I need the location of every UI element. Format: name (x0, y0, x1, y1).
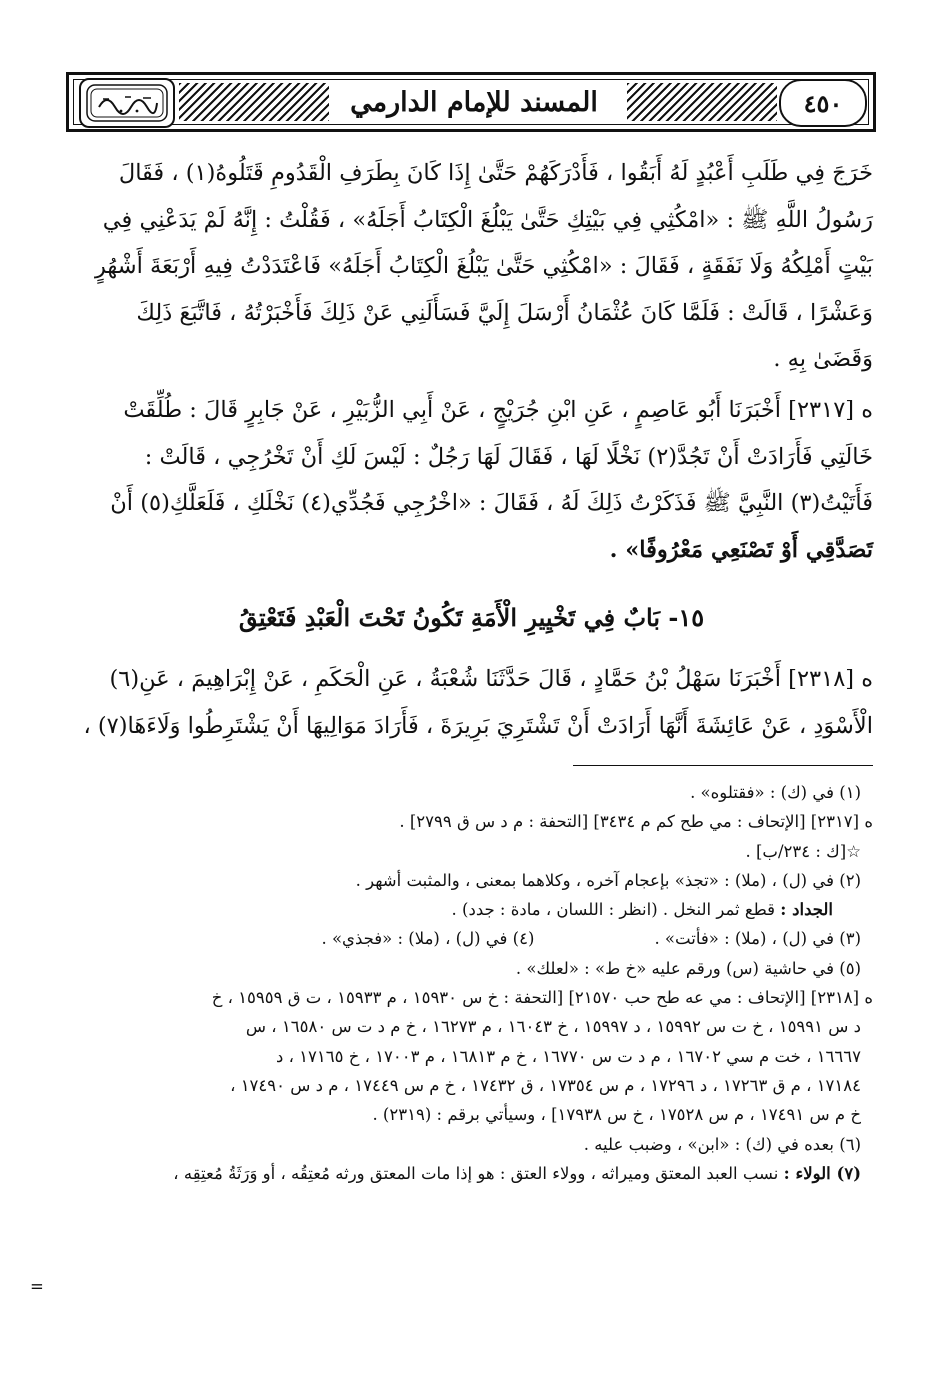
text-line: وَقَضَىٰ بِهِ . (773, 346, 873, 373)
footnote-1: (١) في (ك) : «فقتلوه» . (690, 783, 861, 802)
text-line: ه [٢٣١٧] أَخْبَرَنَا أَبُو عَاصِمٍ ، عَنِ ابْنِ جُرَيْجٍ ، عَنْ أَبِي الزُّبَيْرِ ، عَنْ جَابِرٍ قَالَ : طُلِّقَتْ (123, 396, 873, 423)
footnote-manuscript-ref: ☆[ك : ٢٣٤/ب] . (745, 841, 861, 861)
footnote-2318-line: ١٦٦٦٧ ، خت م سي ١٦٧٠٢ ، م د ت س ١٦٧٧٠ ، خ م ١٦٨١٣ ، م ١٧٠٠٣ ، خ ١٧١٦٥ ، د (275, 1046, 861, 1066)
text-line: خَرَجَ فِي طَلَبِ أَعْبُدٍ لَهُ أَبَقُوا ، فَأَدْرَكَهُمْ حَتَّىٰ إِذَا كَانَ بِطَرَفِ الْقَدُومِ قَتَلُوهُ(١) ، فَقَالَ (118, 160, 873, 186)
seal-ornament-icon (85, 83, 169, 123)
footnote-2317: ه [٢٣١٧] [الإتحاف : مي طح كم م ٣٤٣٤] [التحفة : م د س ق ٢٧٩٩] . (399, 812, 873, 832)
footnote-separator (573, 765, 873, 766)
header-ornament-left (179, 83, 329, 121)
text-line: تَصَدَّقِي أَوْ تَصْنَعِي مَعْرُوفًا» . (609, 536, 873, 563)
book-title: المسند للإمام الدارمي (339, 81, 609, 123)
footnote-7 (70, 1159, 873, 1188)
gloss-term: (٧) الولاء : (783, 1163, 861, 1183)
text-line: ه [٢٣١٨] أَخْبَرَنَا سَهْلُ بْنُ حَمَّادٍ ، قَالَ حَدَّثَنَا شُعْبَةُ ، عَنِ الْحَكَمِ ، عَنْ إِبْرَاهِيمَ ، عَنِ(٦) (109, 666, 873, 692)
book-seal-logo (79, 78, 175, 128)
footnote-5: (٥) في حاشية (س) ورقم عليه «خ ط» : «لعلك» . (515, 958, 861, 978)
page-number: ٤٥٠ (779, 79, 867, 127)
footnote-4: (٤) في (ل) ، (ملا) : «فجذي» . (321, 929, 535, 949)
footnote-2-gloss (70, 895, 873, 924)
main-text-continued (70, 656, 873, 749)
text-line: رَسُولُ اللَّهِ ﷺ : «امْكُثِي فِي بَيْتِكِ حَتَّىٰ يَبْلُغَ الْكِتَابُ أَجَلَهُ» ، فَقُلْتُ : إِنَّهُ لَمْ يَدَعْنِي فِي (102, 206, 873, 233)
text-line: خَالَتِي فَأَرَادَتْ أَنْ تَجُدَّ(٢) نَخْلًا لَهَا ، فَقَالَ لَهَا رَجُلٌ : لَيْسَ لَكِ أَنْ تَخْرُجِي ، قَالَتْ : (144, 443, 873, 470)
footnote-row-3-4 (70, 924, 873, 953)
chapter-heading: ١٥- بَابٌ فِي تَخْيِيرِ الْأَمَةِ تَكُونُ تَحْتَ الْعَبْدِ فَتَعْتِقُ (238, 603, 705, 632)
footnotes (70, 778, 873, 1188)
text-line: وَعَشْرًا ، قَالَتْ : فَلَمَّا كَانَ عُثْمَانُ أَرْسَلَ إِلَيَّ فَسَأَلَنِي عَنْ ذَلِكَ فَأَخْبَرْتُهُ ، فَاتَّبَعَ ذَلِكَ (136, 299, 873, 326)
header-ornament-right (627, 83, 777, 121)
footnote-2318-line: ه [٢٣١٨] [الإتحاف : مي عه طح حب ٢١٥٧٠] [التحفة : خ س ١٥٩٣٠ ، م ١٥٩٣٣ ، ت ق ١٥٩٥٩ ، خ (211, 988, 873, 1008)
page-header (66, 72, 876, 132)
gloss-definition: قطع ثمر النخل . (انظر : اللسان ، مادة : جدد) . (451, 900, 776, 920)
main-text (70, 150, 873, 573)
footnote-2: (٢) في (ل) ، (ملا) : «تجذ» بإعجام آخره ، وكلاهما بمعنى ، والمثبت أشهر . (355, 870, 861, 890)
gloss-term: الجداد : (780, 900, 833, 920)
text-line: الْأَسْوَدِ ، عَنْ عَائِشَةَ أَنَّهَا أَرَادَتْ أَنْ تَشْتَرِيَ بَرِيرَةَ ، فَأَرَادَ مَوَالِيهَا أَنْ يَشْتَرِطُوا وَلَاءَهَا(٧) ، (83, 712, 873, 739)
text-line: فَأَتَيْتُ(٣) النَّبِيَّ ﷺ فَذَكَرْتُ ذَلِكَ لَهُ ، فَقَالَ : «اخْرُجِي فَجُدِّي(٤) نَخْلَكِ ، فَلَعَلَّكِ(٥) أَنْ (110, 490, 873, 517)
footnote-2318-line: ١٧١٨٤ ، م ق ١٧٢٦٣ ، د ١٧٢٩٦ ، م س ١٧٣٥٤ ، ق ١٧٤٣٢ ، خ م س ١٧٤٤٩ ، م د س ١٧٤٩٠ ، (230, 1075, 861, 1095)
footnote-6: (٦) بعده في (ك) : «ابن» ، وضبب عليه . (583, 1134, 861, 1154)
footnote-2318-line: د س ١٥٩٩١ ، خ ت س ١٥٩٩٢ ، د ١٥٩٩٧ ، خ ١٦٠٤٣ ، م ١٦٢٧٣ ، خ م د ت س ١٦٥٨٠ ، س (245, 1017, 861, 1037)
text-line: بَيْتٍ أَمْلِكُهُ وَلَا نَفَقَةٍ ، فَقَالَ : «امْكُثِي حَتَّىٰ يَبْلُغَ الْكِتَابُ أَجَلَهُ» فَاعْتَدَدْتُ فِيهِ أَرْبَعَةَ أَشْهُرٍ (94, 253, 873, 280)
gloss-definition: نسب العبد المعتق وميراثه ، وولاء العتق : هو إذا مات المعتق ورثه مُعتِقُه ، أو وَرَثَةُ مُعتِقِه ، (173, 1163, 779, 1183)
continuation-mark: = (30, 1277, 44, 1296)
footnote-2318-line: خ م س ١٧٤٩١ ، م س ١٧٥٢٨ ، خ س ١٧٩٣٨] ، وسيأتي برقم : (٢٣١٩) . (372, 1105, 861, 1125)
footnote-3: (٣) في (ل) ، (ملا) : «فأتت» . (654, 929, 861, 949)
